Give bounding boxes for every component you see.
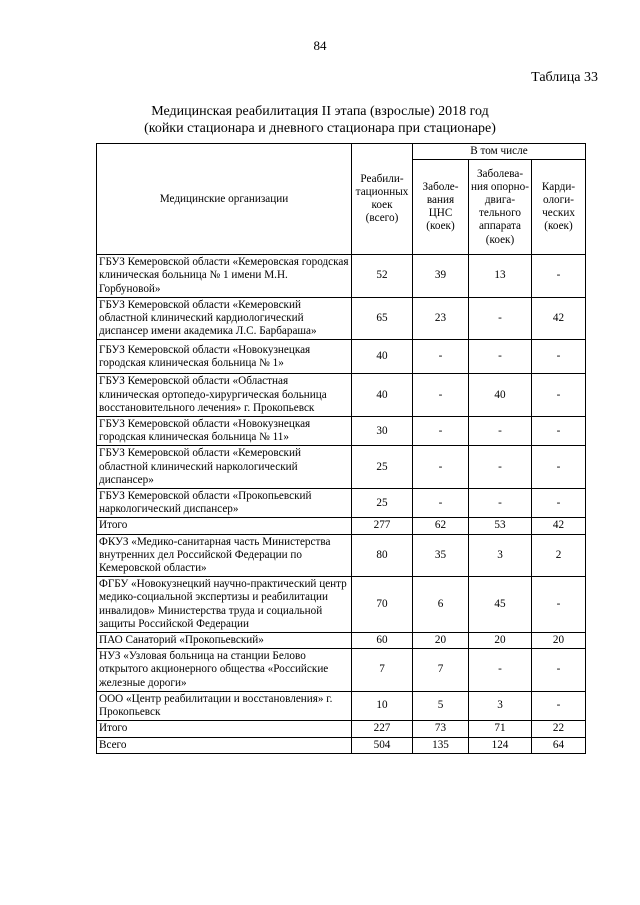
row-cns: - [413, 340, 469, 374]
row-cns: - [413, 489, 469, 518]
row-org: ГБУЗ Кемеровской области «Кемеровский областной клинический наркологический диспансер» [97, 446, 352, 489]
row-cardio: 42 [532, 518, 586, 534]
header-org: Медицинские организации [97, 144, 352, 255]
row-musculo: - [469, 340, 532, 374]
row-org: НУЗ «Узловая больница на станции Белово открытого акционерного общества «Российские железные дороги» [97, 649, 352, 692]
row-org: ФГБУ «Новокузнецкий научно-практический центр медико-социальной экспертизы и реабилитации инвалидов» Министерства труда и социальной защиты Российской Федерации [97, 577, 352, 633]
row-total: 65 [352, 297, 413, 340]
row-total: 504 [352, 737, 413, 753]
row-total: 277 [352, 518, 413, 534]
row-cns: 135 [413, 737, 469, 753]
row-total: 40 [352, 374, 413, 417]
table-row [97, 340, 586, 374]
table-row [97, 633, 586, 649]
table-row [97, 417, 586, 446]
row-cardio: - [532, 340, 586, 374]
grand-total-row [97, 737, 586, 753]
table-row [97, 577, 586, 633]
header-total: Реабилитационных коек (всего) [352, 144, 413, 255]
row-cardio: - [532, 489, 586, 518]
row-org: ООО «Центр реабилитации и восстановления» г. Прокопьевск [97, 691, 352, 720]
row-cardio: 2 [532, 534, 586, 577]
row-total: 60 [352, 633, 413, 649]
row-cns: 39 [413, 255, 469, 298]
row-total: 25 [352, 446, 413, 489]
table-row [97, 255, 586, 298]
row-total: 80 [352, 534, 413, 577]
row-cardio: 22 [532, 721, 586, 737]
row-total: 227 [352, 721, 413, 737]
row-musculo: - [469, 297, 532, 340]
header-cns: Заболевания ЦНС (коек) [413, 160, 469, 255]
row-total: 25 [352, 489, 413, 518]
table-row [97, 446, 586, 489]
subtotal-label: Итого [97, 518, 352, 534]
row-cns: 35 [413, 534, 469, 577]
row-cardio: 42 [532, 297, 586, 340]
row-musculo: - [469, 417, 532, 446]
rehab-table [96, 143, 586, 754]
row-total: 40 [352, 340, 413, 374]
row-cns: 5 [413, 691, 469, 720]
grand-total-label: Всего [97, 737, 352, 753]
subtotal-label: Итого [97, 721, 352, 737]
row-total: 10 [352, 691, 413, 720]
row-cns: - [413, 417, 469, 446]
title-line-1: Медицинская реабилитация II этапа (взрослые) 2018 год [151, 104, 489, 119]
row-org: ГБУЗ Кемеровской области «Прокопьевский наркологический диспансер» [97, 489, 352, 518]
row-musculo: 124 [469, 737, 532, 753]
row-cns: 62 [413, 518, 469, 534]
row-musculo: 3 [469, 534, 532, 577]
row-cns: 73 [413, 721, 469, 737]
row-musculo: - [469, 446, 532, 489]
row-cns: 7 [413, 649, 469, 692]
row-musculo: 3 [469, 691, 532, 720]
row-musculo: 40 [469, 374, 532, 417]
row-org: ГБУЗ Кемеровской области «Кемеровский областной клинический кардиологический диспансер имени академика Л.С. Барбараша» [97, 297, 352, 340]
header-cardio: Кардиологических (коек) [532, 160, 586, 255]
row-total: 7 [352, 649, 413, 692]
row-org: ГБУЗ Кемеровской области «Новокузнецкая городская клиническая больница № 1» [97, 340, 352, 374]
table-row [97, 489, 586, 518]
row-musculo: 20 [469, 633, 532, 649]
row-cns: 6 [413, 577, 469, 633]
row-cns: 23 [413, 297, 469, 340]
row-org: ГБУЗ Кемеровской области «Кемеровская городская клиническая больница № 1 имени М.Н. Горбуновой» [97, 255, 352, 298]
row-cardio: - [532, 577, 586, 633]
row-musculo: - [469, 489, 532, 518]
table-header [97, 144, 586, 255]
header-in-total: В том числе [413, 144, 586, 160]
row-musculo: 13 [469, 255, 532, 298]
header-musculo: Заболевания опорно-двигательного аппарата (коек) [469, 160, 532, 255]
row-cardio: - [532, 649, 586, 692]
table-row [97, 374, 586, 417]
table-label: Таблица 33 [531, 70, 598, 85]
row-cns: 20 [413, 633, 469, 649]
table-row [97, 649, 586, 692]
row-total: 52 [352, 255, 413, 298]
row-org: ГБУЗ Кемеровской области «Областная клиническая ортопедо-хирургическая больница восстановительного лечения» г. Прокопьевск [97, 374, 352, 417]
table-row [97, 534, 586, 577]
row-cardio: - [532, 374, 586, 417]
page-number: 84 [313, 38, 327, 53]
row-musculo: - [469, 649, 532, 692]
subtotal-row [97, 721, 586, 737]
row-cns: - [413, 446, 469, 489]
title-line-2: (койки стационара и дневного стационара при стационаре) [144, 121, 496, 136]
row-cns: - [413, 374, 469, 417]
row-total: 30 [352, 417, 413, 446]
row-musculo: 45 [469, 577, 532, 633]
row-cardio: 64 [532, 737, 586, 753]
subtotal-row [97, 518, 586, 534]
row-cardio: - [532, 255, 586, 298]
row-cardio: - [532, 417, 586, 446]
table-row [97, 691, 586, 720]
row-total: 70 [352, 577, 413, 633]
row-cardio: - [532, 446, 586, 489]
row-musculo: 71 [469, 721, 532, 737]
table-body [97, 255, 586, 754]
row-org: ГБУЗ Кемеровской области «Новокузнецкая городская клиническая больница № 11» [97, 417, 352, 446]
row-cardio: - [532, 691, 586, 720]
row-org: ПАО Санаторий «Прокопьевский» [97, 633, 352, 649]
table-title [0, 103, 640, 137]
row-cardio: 20 [532, 633, 586, 649]
row-musculo: 53 [469, 518, 532, 534]
table-row [97, 297, 586, 340]
row-org: ФКУЗ «Медико-санитарная часть Министерства внутренних дел Российской Федерации по Кемеровской области» [97, 534, 352, 577]
